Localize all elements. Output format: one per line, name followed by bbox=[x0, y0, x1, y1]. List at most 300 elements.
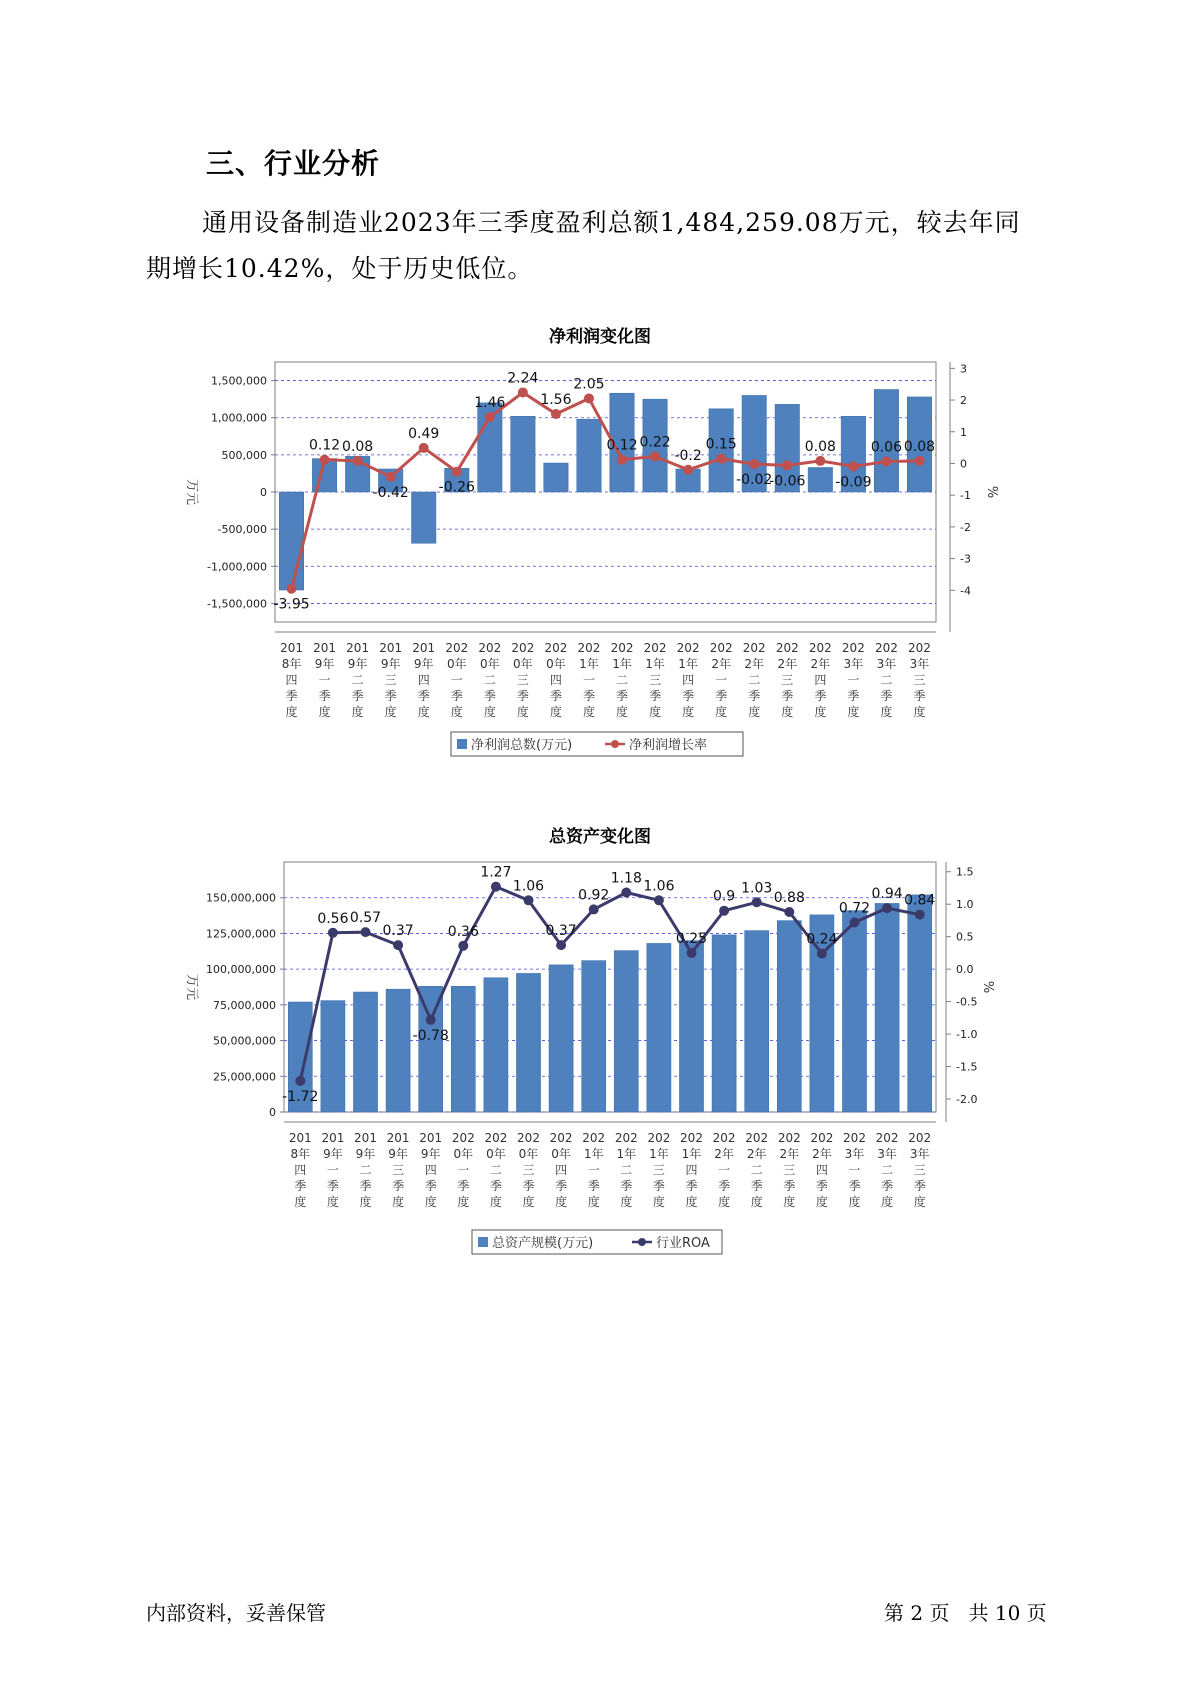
chart2-bar bbox=[484, 978, 508, 1112]
chart1-right-tick-label: 2 bbox=[960, 394, 967, 408]
chart1-category-label: 季 bbox=[483, 689, 496, 703]
chart1-line-point bbox=[848, 461, 858, 471]
chart2-category-label: 四 bbox=[815, 1163, 828, 1177]
footer-page-number: 第 2 页 共 10 页 bbox=[884, 1601, 1047, 1625]
chart2-right-tick-label: 1.0 bbox=[956, 898, 974, 912]
chart2-category-label: 2年 bbox=[746, 1147, 767, 1161]
chart1-category-label: 度 bbox=[285, 705, 298, 719]
chart2-category-label: 季 bbox=[457, 1179, 470, 1193]
chart2-bar bbox=[842, 911, 866, 1112]
chart1-line-point bbox=[320, 455, 330, 465]
chart2-right-tick-label: 0.0 bbox=[956, 963, 974, 977]
chart1-line-point bbox=[386, 472, 396, 482]
chart1-category-label: 季 bbox=[582, 689, 595, 703]
chart2-category-label: 季 bbox=[359, 1179, 372, 1193]
chart2-right-tick-label: -1.0 bbox=[956, 1028, 978, 1042]
chart1-line-point bbox=[683, 465, 693, 475]
chart2-line-data-label: 0.72 bbox=[838, 900, 871, 917]
chart2-line-point bbox=[621, 888, 631, 898]
chart1-category-label: 三 bbox=[516, 673, 529, 687]
chart2-category-label: 度 bbox=[652, 1195, 665, 1209]
chart1-category-label: 度 bbox=[450, 705, 463, 719]
chart2-category-label: 201 bbox=[419, 1131, 443, 1145]
chart1-category-label: 季 bbox=[715, 689, 728, 703]
chart1-category-label: 度 bbox=[616, 705, 629, 719]
chart1-category-label: 3年 bbox=[876, 657, 897, 671]
chart1-category-label: 季 bbox=[649, 689, 662, 703]
chart2-legend-bar-swatch bbox=[478, 1237, 488, 1247]
chart1-category-label: 202 bbox=[610, 641, 634, 655]
chart1-category-label: 季 bbox=[847, 689, 860, 703]
chart1-right-tick-label: -1 bbox=[960, 489, 971, 503]
chart1-category-label: 202 bbox=[775, 641, 799, 655]
chart1-category-label: 一 bbox=[847, 673, 860, 687]
chart1-category-label: 季 bbox=[682, 689, 695, 703]
chart2-category-label: 度 bbox=[326, 1195, 339, 1209]
chart2-line-data-label: 0.25 bbox=[675, 930, 708, 947]
chart2-bar bbox=[582, 961, 606, 1112]
chart1-right-tick-label: 1 bbox=[960, 425, 967, 439]
chart2-category-label: 度 bbox=[489, 1195, 502, 1209]
chart2-bar bbox=[419, 986, 443, 1112]
chart2-category-label: 三 bbox=[392, 1163, 405, 1177]
chart1-category-label: 9年 bbox=[314, 657, 335, 671]
chart1-category-label: 季 bbox=[913, 689, 926, 703]
chart2-line-point bbox=[393, 940, 403, 950]
chart2-category-label: 季 bbox=[392, 1179, 405, 1193]
chart1-category-label: 一 bbox=[450, 673, 463, 687]
chart2-bar bbox=[712, 935, 736, 1112]
chart1-line-data-label: -0.09 bbox=[835, 474, 872, 491]
chart2-category-label: 季 bbox=[489, 1179, 502, 1193]
chart1-legend-bar-label: 净利润总数(万元) bbox=[471, 738, 573, 753]
chart2-line-point bbox=[556, 940, 566, 950]
chart2-category-label: 季 bbox=[294, 1179, 307, 1193]
chart1-category-label: 度 bbox=[483, 705, 496, 719]
chart2-bar bbox=[353, 992, 377, 1112]
chart1-line-data-label: 0.06 bbox=[870, 439, 903, 456]
chart2-line-point bbox=[524, 895, 534, 905]
chart1-category-label: 201 bbox=[346, 641, 370, 655]
footer-confidential: 内部资料，妥善保管 bbox=[146, 1601, 326, 1625]
chart1-line-point bbox=[419, 443, 429, 453]
chart1-line-point bbox=[815, 456, 825, 466]
chart1-category-label: 四 bbox=[682, 673, 695, 687]
section-paragraph: 通用设备制造业2023年三季度盈利总额1,484,259.08万元，较去年同期增长10.42%，处于历史低位。 bbox=[146, 208, 1021, 283]
chart1-left-tick-label: -500,000 bbox=[217, 523, 267, 537]
chart1-category-label: 四 bbox=[417, 673, 430, 687]
chart2-category-label: 季 bbox=[685, 1179, 698, 1193]
chart2-bar bbox=[745, 931, 769, 1112]
chart2-bar bbox=[451, 986, 475, 1112]
chart2-right-tick-label: -2.0 bbox=[956, 1093, 978, 1107]
chart2-category-label: 季 bbox=[718, 1179, 731, 1193]
chart2-bar bbox=[647, 943, 671, 1112]
chart2-line-point bbox=[719, 906, 729, 916]
chart2-category-label: 1年 bbox=[681, 1147, 702, 1161]
chart1-line-point bbox=[353, 456, 363, 466]
chart1-line-point bbox=[716, 454, 726, 464]
chart1-category-label: 季 bbox=[748, 689, 761, 703]
chart2-category-label: 度 bbox=[424, 1195, 437, 1209]
chart2-line-data-label: 0.88 bbox=[773, 890, 805, 906]
chart1-category-label: 1年 bbox=[612, 657, 632, 671]
chart2-category-label: 9年 bbox=[388, 1147, 408, 1161]
chart2-category-label: 1年 bbox=[583, 1147, 604, 1161]
chart2-category-label: 9年 bbox=[355, 1147, 376, 1161]
chart2-category-label: 0年 bbox=[551, 1147, 571, 1161]
chart1-right-axis-title: % bbox=[984, 485, 999, 499]
chart2-category-label: 三 bbox=[652, 1163, 665, 1177]
chart2-right-tick-label: -1.5 bbox=[956, 1060, 978, 1074]
chart1-line-point bbox=[452, 467, 462, 477]
chart1-legend-line-label: 净利润增长率 bbox=[629, 738, 708, 753]
chart1-category-label: 9年 bbox=[413, 657, 434, 671]
chart2-category-label: 202 bbox=[777, 1131, 801, 1145]
chart2-bar bbox=[614, 951, 638, 1112]
chart2-line-point bbox=[817, 949, 827, 959]
chart2-category-label: 度 bbox=[620, 1195, 633, 1209]
chart2-category-label: 202 bbox=[549, 1131, 573, 1145]
chart2-category-label: 四 bbox=[424, 1163, 437, 1177]
chart1-category-label: 三 bbox=[649, 673, 662, 687]
chart1-bar bbox=[511, 416, 535, 492]
chart2-category-label: 201 bbox=[386, 1131, 410, 1145]
chart1-category-label: 度 bbox=[847, 705, 860, 719]
chart1-category-label: 0年 bbox=[446, 657, 467, 671]
chart2-category-label: 度 bbox=[750, 1195, 763, 1209]
chart1-category-label: 季 bbox=[417, 689, 430, 703]
chart1-line-data-label: 0.08 bbox=[804, 438, 836, 455]
chart2-category-label: 四 bbox=[555, 1163, 568, 1177]
chart1-line-data-label: 0.15 bbox=[705, 436, 737, 453]
chart1-category-label: 度 bbox=[549, 705, 562, 719]
chart1-category-label: 202 bbox=[841, 641, 865, 655]
chart1-line-point bbox=[782, 460, 792, 470]
chart2-category-label: 1年 bbox=[616, 1147, 637, 1161]
chart1-line-point bbox=[881, 457, 891, 467]
chart2-category-label: 季 bbox=[913, 1179, 926, 1193]
chart2-line-point bbox=[491, 882, 501, 892]
chart2-category-label: 二 bbox=[620, 1163, 633, 1177]
chart2-line-point bbox=[687, 948, 697, 958]
chart2-bar bbox=[549, 965, 573, 1112]
chart2-category-label: 季 bbox=[424, 1179, 437, 1193]
chart2-category-label: 度 bbox=[587, 1195, 600, 1209]
chart2-category-label: 度 bbox=[359, 1195, 372, 1209]
chart2-line-data-label: -1.72 bbox=[282, 1088, 319, 1105]
chart1-category-label: 三 bbox=[781, 673, 794, 687]
chart2-category-label: 季 bbox=[848, 1179, 861, 1193]
chart2-category-label: 二 bbox=[881, 1163, 894, 1177]
chart2-category-label: 度 bbox=[815, 1195, 828, 1209]
chart2-category-label: 202 bbox=[517, 1131, 540, 1145]
chart2-category-label: 一 bbox=[457, 1163, 470, 1177]
chart2-category-label: 202 bbox=[484, 1131, 508, 1145]
chart1-line-data-label: 1.46 bbox=[474, 395, 506, 412]
chart1-category-label: 9年 bbox=[380, 657, 401, 671]
chart2-category-label: 202 bbox=[582, 1131, 606, 1145]
chart2-category-label: 202 bbox=[875, 1131, 899, 1145]
chart1-right-tick-label: 3 bbox=[960, 362, 967, 376]
chart2-bar bbox=[321, 1001, 345, 1112]
chart2-line-data-label: 0.24 bbox=[806, 931, 838, 948]
chart1-bar bbox=[544, 463, 568, 492]
chart1-category-label: 季 bbox=[616, 689, 629, 703]
chart2-category-label: 季 bbox=[326, 1179, 339, 1193]
chart2-line-data-label: 0.92 bbox=[578, 887, 610, 904]
chart1-line-point bbox=[551, 409, 561, 419]
chart2-category-label: 一 bbox=[587, 1163, 600, 1177]
chart1-category-label: 202 bbox=[511, 641, 535, 655]
chart2-category-label: 9年 bbox=[323, 1147, 343, 1161]
chart1-line-point bbox=[749, 459, 759, 469]
chart1-right-tick-label: -2 bbox=[960, 520, 971, 534]
chart1-legend-bar-swatch bbox=[457, 739, 467, 749]
chart2-category-label: 季 bbox=[620, 1179, 633, 1193]
chart2-category-label: 一 bbox=[848, 1163, 861, 1177]
chart1-category-label: 2年 bbox=[711, 657, 731, 671]
chart1-category-label: 季 bbox=[549, 689, 562, 703]
chart1-category-label: 度 bbox=[384, 705, 397, 719]
chart2-category-label: 三 bbox=[522, 1163, 535, 1177]
chart1-category-label: 度 bbox=[880, 705, 893, 719]
chart1-category-label: 201 bbox=[280, 641, 303, 655]
chart2-line-data-label: 1.27 bbox=[480, 864, 512, 881]
chart1-line-point bbox=[287, 584, 297, 594]
chart2-category-label: 3年 bbox=[909, 1147, 930, 1161]
chart2-category-label: 度 bbox=[555, 1195, 568, 1209]
chart2-category-label: 1年 bbox=[649, 1147, 669, 1161]
chart2-category-label: 0年 bbox=[453, 1147, 474, 1161]
chart1-bar bbox=[577, 419, 601, 492]
chart2-category-label: 度 bbox=[848, 1195, 861, 1209]
chart1-category-label: 季 bbox=[814, 689, 827, 703]
chart2-left-tick-label: 100,000,000 bbox=[206, 963, 276, 977]
chart2-title: 总资产变化图 bbox=[549, 827, 651, 847]
chart2-line-data-label: 1.18 bbox=[610, 870, 642, 887]
chart2-category-label: 2年 bbox=[714, 1147, 734, 1161]
chart2-line-data-label: 0.57 bbox=[349, 910, 382, 927]
chart1-right-tick-label: 0 bbox=[960, 457, 967, 471]
chart1-right-tick-label: -4 bbox=[960, 584, 971, 598]
chart2-category-label: 8年 bbox=[290, 1147, 311, 1161]
chart1-category-label: 202 bbox=[676, 641, 700, 655]
chart2-line-point bbox=[915, 910, 925, 920]
chart2-category-label: 3年 bbox=[844, 1147, 865, 1161]
chart2-category-label: 二 bbox=[489, 1163, 502, 1177]
chart1-category-label: 季 bbox=[384, 689, 397, 703]
chart1-category-label: 2年 bbox=[810, 657, 831, 671]
chart1-line-point bbox=[584, 393, 594, 403]
chart1-category-label: 201 bbox=[412, 641, 436, 655]
chart2-bar bbox=[386, 989, 410, 1112]
chart2-category-label: 3年 bbox=[877, 1147, 897, 1161]
chart1-line-data-label: -3.95 bbox=[273, 596, 310, 613]
chart1-line-data-label: 2.24 bbox=[507, 370, 539, 387]
chart1-line-point bbox=[518, 387, 528, 397]
chart2-category-label: 三 bbox=[913, 1163, 926, 1177]
chart1-title: 净利润变化图 bbox=[549, 327, 651, 347]
chart2-category-label: 度 bbox=[718, 1195, 731, 1209]
chart2-line-data-label: 1.03 bbox=[741, 880, 773, 897]
chart2-line-point bbox=[426, 1015, 436, 1025]
chart2-category-label: 度 bbox=[294, 1195, 307, 1209]
chart1-category-label: 2年 bbox=[744, 657, 765, 671]
chart2-line-data-label: 1.06 bbox=[643, 878, 675, 895]
chart2-category-label: 0年 bbox=[518, 1147, 539, 1161]
chart2-legend-bar-label: 总资产规模(万元) bbox=[492, 1236, 594, 1251]
chart2-category-label: 一 bbox=[326, 1163, 339, 1177]
chart1-left-tick-label: -1,500,000 bbox=[207, 597, 267, 611]
chart1-category-label: 季 bbox=[318, 689, 331, 703]
chart2-category-label: 度 bbox=[685, 1195, 698, 1209]
chart2-bar bbox=[908, 895, 932, 1112]
chart1-category-label: 202 bbox=[577, 641, 601, 655]
chart2-right-axis-title: % bbox=[980, 980, 995, 994]
chart1-category-label: 202 bbox=[908, 641, 931, 655]
chart1-bar bbox=[411, 492, 435, 543]
chart2-right-tick-label: 0.5 bbox=[956, 930, 974, 944]
chart1-category-label: 202 bbox=[808, 641, 832, 655]
total-assets-chart bbox=[0, 840, 1191, 1280]
chart1-category-label: 0年 bbox=[513, 657, 533, 671]
chart2-category-label: 度 bbox=[457, 1195, 470, 1209]
chart1-category-label: 二 bbox=[748, 673, 761, 687]
chart1-category-label: 2年 bbox=[777, 657, 798, 671]
chart1-category-label: 四 bbox=[549, 673, 562, 687]
chart2-line-point bbox=[882, 903, 892, 913]
chart1-line-data-label: -0.2 bbox=[674, 447, 702, 464]
chart1-category-label: 202 bbox=[445, 641, 469, 655]
chart2-category-label: 0年 bbox=[486, 1147, 506, 1161]
chart2-category-label: 202 bbox=[614, 1131, 638, 1145]
chart1-category-label: 8年 bbox=[281, 657, 302, 671]
chart2-left-tick-label: 75,000,000 bbox=[213, 998, 276, 1012]
chart1-line-data-label: -0.06 bbox=[769, 473, 806, 490]
net-profit-chart bbox=[0, 340, 1191, 780]
chart2-category-label: 202 bbox=[451, 1131, 475, 1145]
chart2-category-label: 度 bbox=[522, 1195, 535, 1209]
chart1-category-label: 度 bbox=[715, 705, 728, 719]
chart1-line-data-label: -0.42 bbox=[372, 484, 409, 501]
chart2-right-tick-label: 1.5 bbox=[956, 865, 974, 879]
section-heading: 三、行业分析 bbox=[206, 147, 381, 180]
chart1-category-label: 0年 bbox=[546, 657, 566, 671]
chart1-category-label: 季 bbox=[516, 689, 529, 703]
chart2-bar bbox=[777, 921, 801, 1112]
chart2-category-label: 度 bbox=[392, 1195, 405, 1209]
chart2-category-label: 202 bbox=[745, 1131, 769, 1145]
chart1-category-label: 三 bbox=[384, 673, 397, 687]
chart1-left-tick-label: 0 bbox=[260, 486, 267, 499]
chart1-category-label: 度 bbox=[649, 705, 662, 719]
chart1-left-tick-label: -1,000,000 bbox=[207, 560, 267, 574]
chart2-category-label: 季 bbox=[815, 1179, 828, 1193]
chart1-category-label: 度 bbox=[682, 705, 695, 719]
chart2-category-label: 季 bbox=[522, 1179, 535, 1193]
chart1-category-label: 202 bbox=[544, 641, 568, 655]
chart1-line-data-label: 0.12 bbox=[308, 437, 341, 454]
chart2-category-label: 201 bbox=[354, 1131, 377, 1145]
chart2-category-label: 201 bbox=[321, 1131, 345, 1145]
chart1-category-label: 0年 bbox=[480, 657, 500, 671]
chart2-line-data-label: 1.06 bbox=[512, 878, 545, 895]
chart1-category-label: 度 bbox=[814, 705, 827, 719]
chart1-line-point bbox=[485, 412, 495, 422]
chart2-line-point bbox=[458, 941, 468, 951]
chart1-category-label: 二 bbox=[483, 673, 496, 687]
chart1-category-label: 3年 bbox=[843, 657, 864, 671]
chart1-line-point bbox=[617, 455, 627, 465]
chart1-category-label: 度 bbox=[318, 705, 331, 719]
chart2-category-label: 季 bbox=[555, 1179, 568, 1193]
chart2-category-label: 一 bbox=[718, 1163, 731, 1177]
chart1-bar bbox=[279, 492, 303, 590]
chart1-category-label: 1年 bbox=[645, 657, 665, 671]
chart1-category-label: 一 bbox=[715, 673, 728, 687]
chart2-line-point bbox=[752, 897, 762, 907]
chart2-line-point bbox=[589, 904, 599, 914]
chart2-bar bbox=[679, 941, 703, 1112]
chart2-category-label: 四 bbox=[294, 1163, 307, 1177]
chart1-line-point bbox=[650, 451, 660, 461]
chart1-category-label: 201 bbox=[313, 641, 337, 655]
chart2-left-tick-label: 25,000,000 bbox=[213, 1070, 276, 1084]
chart2-line-point bbox=[295, 1076, 305, 1086]
chart1-left-tick-label: 1,000,000 bbox=[211, 411, 267, 425]
chart1-category-label: 季 bbox=[351, 689, 364, 703]
chart1-line-data-label: 0.08 bbox=[903, 438, 936, 455]
chart1-right-tick-label: -3 bbox=[960, 552, 971, 566]
chart1-line-data-label: 1.56 bbox=[540, 392, 572, 408]
chart2-line-point bbox=[784, 907, 794, 917]
chart2-category-label: 季 bbox=[750, 1179, 763, 1193]
chart2-category-label: 2年 bbox=[779, 1147, 800, 1161]
chart1-legend-line-marker bbox=[611, 740, 619, 748]
chart2-left-tick-label: 50,000,000 bbox=[213, 1034, 276, 1048]
chart2-category-label: 2年 bbox=[812, 1147, 832, 1161]
chart2-line-data-label: 0.84 bbox=[904, 892, 936, 909]
chart2-bar bbox=[516, 973, 540, 1112]
chart1-category-label: 季 bbox=[880, 689, 893, 703]
chart2-category-label: 202 bbox=[810, 1131, 834, 1145]
chart2-line-point bbox=[328, 928, 338, 938]
chart1-category-label: 201 bbox=[379, 641, 403, 655]
chart2-bar bbox=[875, 903, 899, 1112]
chart1-category-label: 202 bbox=[643, 641, 667, 655]
chart2-category-label: 9年 bbox=[420, 1147, 441, 1161]
chart2-left-tick-label: 150,000,000 bbox=[206, 891, 276, 905]
chart1-category-label: 1年 bbox=[678, 657, 698, 671]
chart2-category-label: 二 bbox=[750, 1163, 763, 1177]
chart2-category-label: 季 bbox=[881, 1179, 894, 1193]
chart2-category-label: 202 bbox=[647, 1131, 671, 1145]
chart1-line-point bbox=[914, 456, 924, 466]
chart1-category-label: 202 bbox=[709, 641, 733, 655]
chart1-category-label: 三 bbox=[913, 673, 926, 687]
chart1-category-label: 季 bbox=[285, 689, 298, 703]
chart2-line-data-label: 0.9 bbox=[712, 888, 736, 905]
chart1-bar bbox=[808, 467, 832, 492]
chart1-category-label: 度 bbox=[748, 705, 761, 719]
chart2-category-label: 四 bbox=[685, 1163, 698, 1177]
chart1-category-label: 202 bbox=[478, 641, 502, 655]
chart1-category-label: 度 bbox=[351, 705, 364, 719]
chart1-category-label: 度 bbox=[417, 705, 430, 719]
chart2-category-label: 202 bbox=[712, 1131, 736, 1145]
chart1-category-label: 202 bbox=[874, 641, 898, 655]
